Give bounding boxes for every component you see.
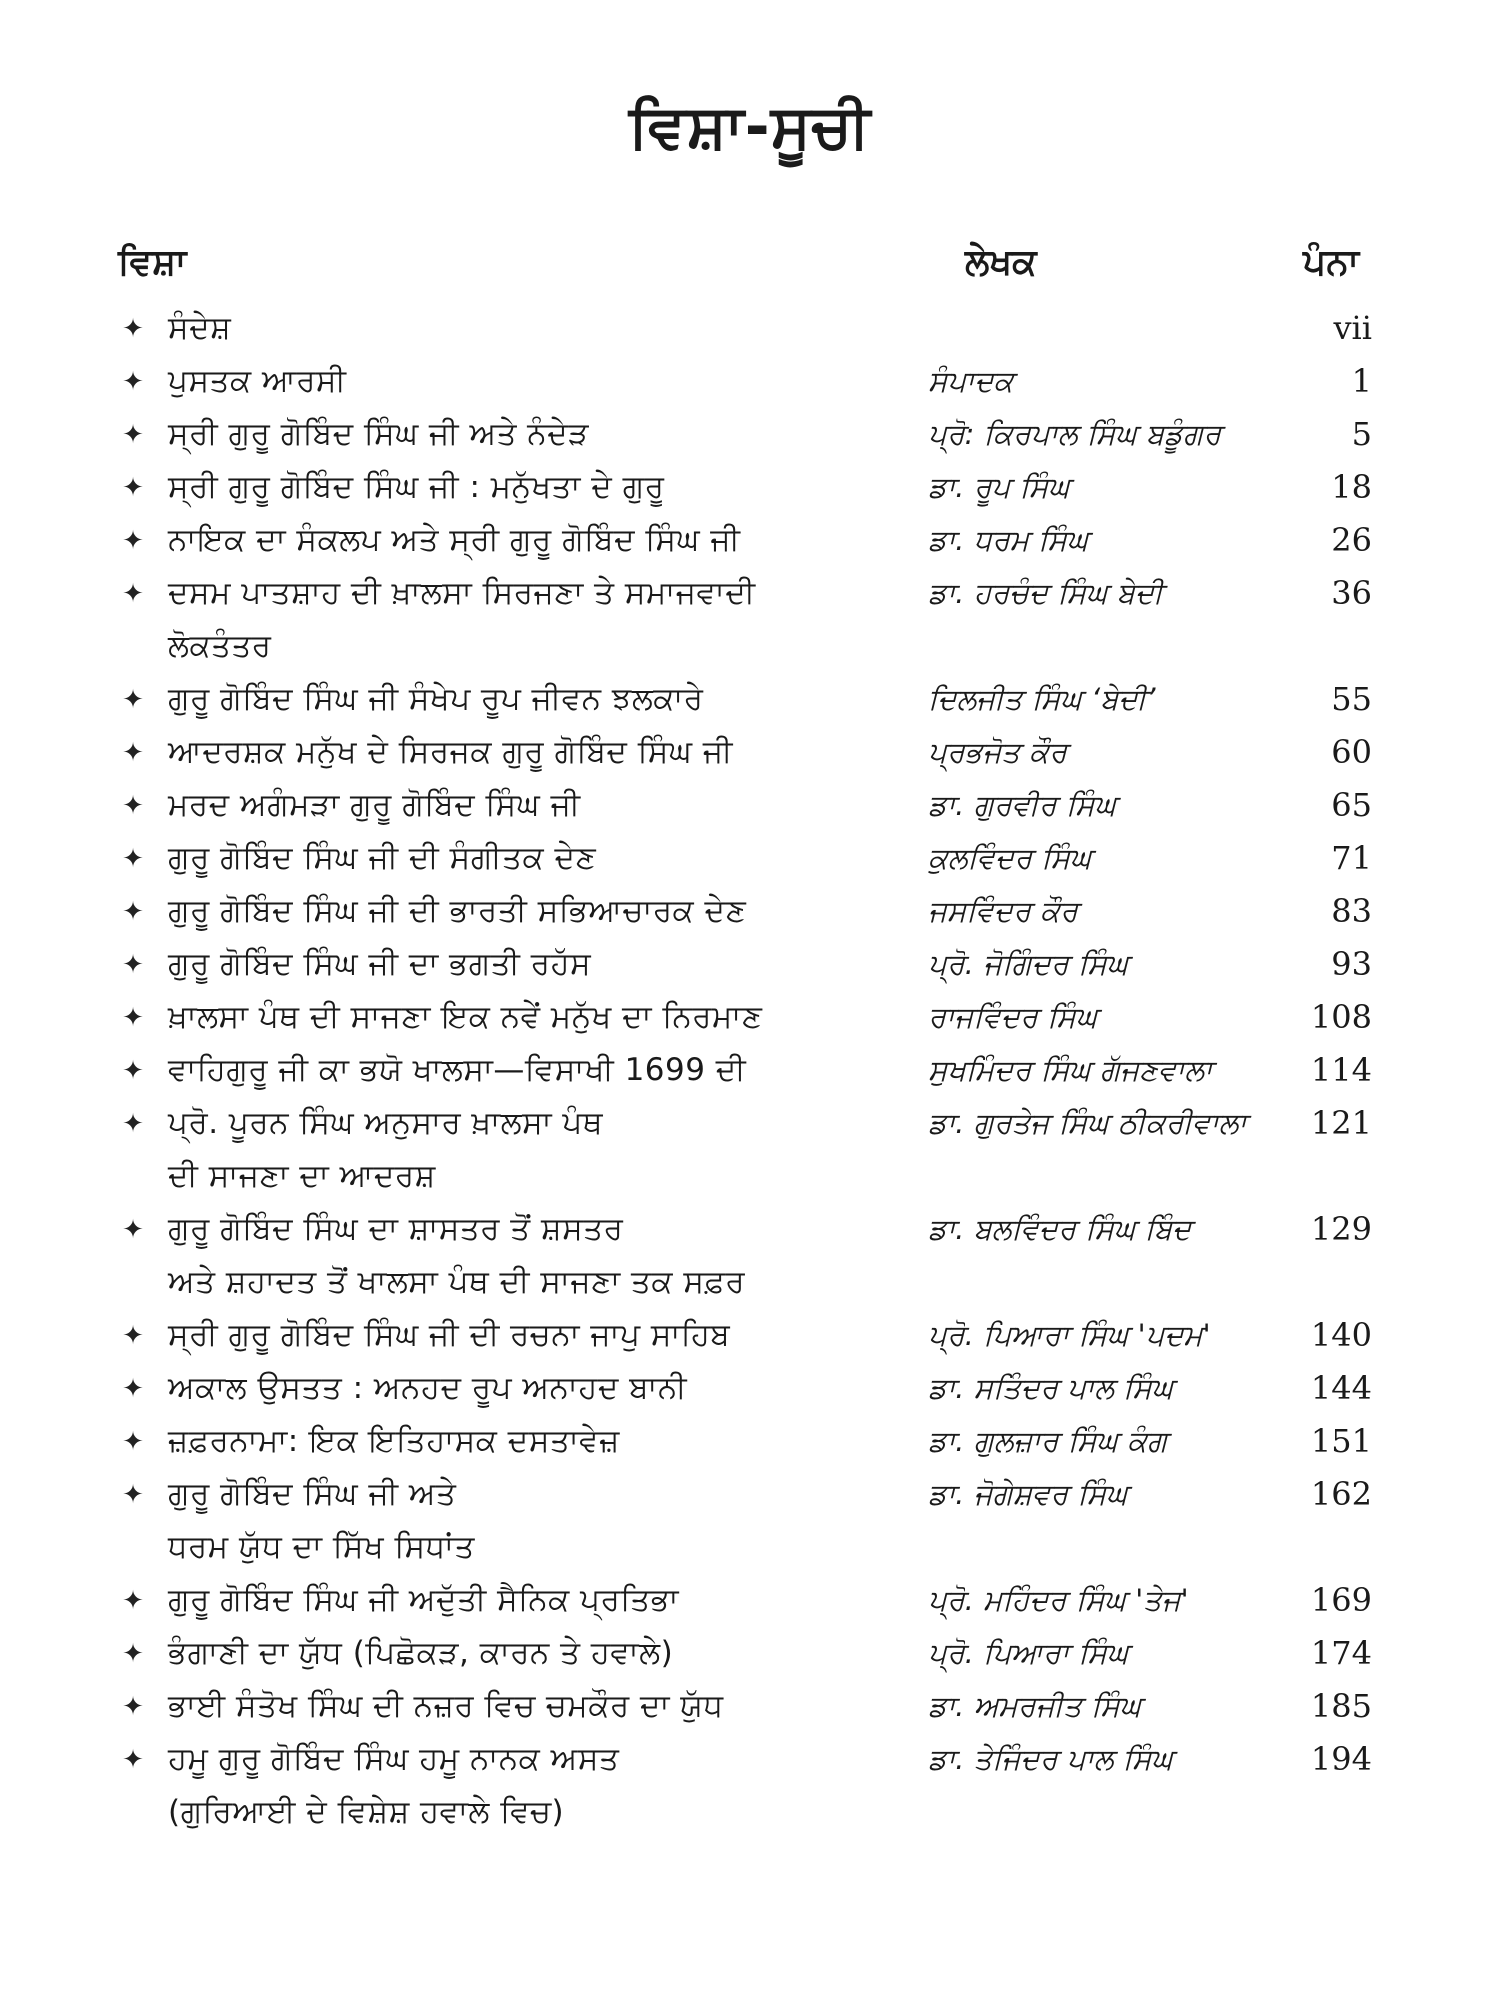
entry-title: ਗੁਰੂ ਗੋਬਿੰਦ ਸਿੰਘ ਜੀ ਦੀ ਸੰਗੀਤਕ ਦੇਣ bbox=[168, 840, 597, 876]
toc-entry bbox=[0, 991, 1500, 1044]
entry-title: ਗੁਰੂ ਗੋਬਿੰਦ ਸਿੰਘ ਜੀ ਅਦੁੱਤੀ ਸੈਨਿਕ ਪ੍ਰਤਿਭਾ bbox=[168, 1582, 680, 1618]
toc-entry bbox=[0, 885, 1500, 938]
entry-page-number: 121 bbox=[1310, 1104, 1372, 1142]
bullet-star-icon: ✦ bbox=[122, 473, 144, 503]
entry-title: ਸ੍ਰੀ ਗੁਰੂ ਗੋਬਿੰਦ ਸਿੰਘ ਜੀ : ਮਨੁੱਖਤਾ ਦੇ ਗੁਰੂ bbox=[168, 469, 665, 505]
entry-title: ਵਾਹਿਗੁਰੂ ਜੀ ਕਾ ਭਯੋ ਖਾਲਸਾ—ਵਿਸਾਖੀ 1699 ਦੀ bbox=[168, 1052, 747, 1088]
entry-page-number: 26 bbox=[1331, 521, 1372, 559]
entry-page-number: 144 bbox=[1310, 1369, 1372, 1407]
entry-title: ਗੁਰੂ ਗੋਬਿੰਦ ਸਿੰਘ ਦਾ ਸ਼ਾਸਤਰ ਤੋਂ ਸ਼ਸਤਰ bbox=[168, 1211, 624, 1247]
toc-entry bbox=[0, 1415, 1500, 1468]
bullet-star-icon: ✦ bbox=[122, 1745, 144, 1775]
bullet-star-icon: ✦ bbox=[122, 1321, 144, 1351]
entry-page-number: 18 bbox=[1331, 468, 1372, 506]
entry-page-number: 151 bbox=[1310, 1422, 1372, 1460]
entry-title: ਸ੍ਰੀ ਗੁਰੂ ਗੋਬਿੰਦ ਸਿੰਘ ਜੀ ਦੀ ਰਚਨਾ ਜਾਪੁ ਸਾਹਿਬ bbox=[168, 1317, 731, 1353]
entry-author: ਡਾ. ਰੂਪ ਸਿੰਘ bbox=[928, 470, 1070, 504]
entry-title: ਜ਼ਫ਼ਰਨਾਮਾ: ਇਕ ਇਤਿਹਾਸਕ ਦਸਤਾਵੇਜ਼ bbox=[168, 1423, 620, 1459]
bullet-star-icon: ✦ bbox=[122, 1427, 144, 1457]
entry-page-number: 174 bbox=[1310, 1634, 1372, 1672]
entry-page-number: 71 bbox=[1331, 839, 1372, 877]
entry-author: ਡਾ. ਹਰਚੰਦ ਸਿੰਘ ਬੇਦੀ bbox=[928, 576, 1163, 610]
entry-title: ਅਕਾਲ ਉਸਤਤ : ਅਨਹਦ ਰੂਪ ਅਨਾਹਦ ਬਾਨੀ bbox=[168, 1370, 688, 1406]
bullet-star-icon: ✦ bbox=[122, 685, 144, 715]
entry-page-number: 185 bbox=[1310, 1687, 1372, 1725]
toc-entry bbox=[0, 1468, 1500, 1574]
entry-author: ਪ੍ਰੋ. ਜੋਗਿੰਦਰ ਸਿੰਘ bbox=[928, 947, 1129, 981]
bullet-star-icon: ✦ bbox=[122, 897, 144, 927]
entry-page-number: 36 bbox=[1331, 574, 1372, 612]
entry-page-number: 65 bbox=[1331, 786, 1372, 824]
toc-entry bbox=[0, 1097, 1500, 1203]
entry-title: ਭੰਗਾਣੀ ਦਾ ਯੁੱਧ (ਪਿਛੋਕੜ, ਕਾਰਨ ਤੇ ਹਵਾਲੇ) bbox=[168, 1635, 674, 1671]
entry-title: ਗੁਰੂ ਗੋਬਿੰਦ ਸਿੰਘ ਜੀ ਦਾ ਭਗਤੀ ਰਹੱਸ bbox=[168, 946, 592, 982]
toc-entry bbox=[0, 673, 1500, 726]
entry-page-number: 55 bbox=[1331, 680, 1372, 718]
entry-title: ਖ਼ਾਲਸਾ ਪੰਥ ਦੀ ਸਾਜਣਾ ਇਕ ਨਵੇਂ ਮਨੁੱਖ ਦਾ ਨਿਰਮਾਣ bbox=[168, 999, 763, 1035]
bullet-star-icon: ✦ bbox=[122, 1109, 144, 1139]
bullet-star-icon: ✦ bbox=[122, 950, 144, 980]
toc-entry bbox=[0, 408, 1500, 461]
toc-entry bbox=[0, 1044, 1500, 1097]
bullet-star-icon: ✦ bbox=[122, 1215, 144, 1245]
toc-entry bbox=[0, 514, 1500, 567]
toc-entry bbox=[0, 355, 1500, 408]
entry-page-number: 140 bbox=[1310, 1316, 1372, 1354]
entry-page-number: 108 bbox=[1310, 998, 1372, 1036]
entry-title: ਸ੍ਰੀ ਗੁਰੂ ਗੋਬਿੰਦ ਸਿੰਘ ਜੀ ਅਤੇ ਨੰਦੇੜ bbox=[168, 416, 589, 452]
entry-author: ਜਸਵਿੰਦਰ ਕੌਰ bbox=[928, 894, 1078, 928]
bullet-star-icon: ✦ bbox=[122, 314, 144, 344]
entry-author: ਪ੍ਰੋ. ਪਿਆਰਾ ਸਿੰਘ bbox=[928, 1636, 1129, 1670]
toc-entry bbox=[0, 567, 1500, 673]
entry-title: ਭਾਈ ਸੰਤੋਖ ਸਿੰਘ ਦੀ ਨਜ਼ਰ ਵਿਚ ਚਮਕੌਰ ਦਾ ਯੁੱਧ bbox=[168, 1688, 724, 1724]
bullet-star-icon: ✦ bbox=[122, 1374, 144, 1404]
entry-title: ਗੁਰੂ ਗੋਬਿੰਦ ਸਿੰਘ ਜੀ ਅਤੇ bbox=[168, 1476, 457, 1512]
entry-author: ਪ੍ਰੋ. ਪਿਆਰਾ ਸਿੰਘ 'ਪਦਮ' bbox=[928, 1318, 1211, 1352]
entry-title: ਹਮੂ ਗੁਰੂ ਗੋਬਿੰਦ ਸਿੰਘ ਹਮੂ ਨਾਨਕ ਅਸਤ bbox=[168, 1741, 620, 1777]
entry-title: ਸੰਦੇਸ਼ bbox=[168, 310, 232, 346]
bullet-star-icon: ✦ bbox=[122, 844, 144, 874]
entry-page-number: 114 bbox=[1310, 1051, 1372, 1089]
entry-page-number: 194 bbox=[1310, 1740, 1372, 1778]
entry-author: ਪ੍ਰੋ. ਮਹਿੰਦਰ ਸਿੰਘ 'ਤੇਜ' bbox=[928, 1583, 1189, 1617]
entry-title: ਗੁਰੂ ਗੋਬਿੰਦ ਸਿੰਘ ਜੀ ਦੀ ਭਾਰਤੀ ਸਭਿਆਚਾਰਕ ਦੇਣ bbox=[168, 893, 747, 929]
bullet-star-icon: ✦ bbox=[122, 791, 144, 821]
entry-title: ਲੋਕਤੰਤਰ bbox=[168, 628, 272, 664]
entry-author: ਦਿਲਜੀਤ ਸਿੰਘ ‘ਬੇਦੀ’ bbox=[928, 682, 1156, 716]
entry-author: ਡਾ. ਬਲਵਿੰਦਰ ਸਿੰਘ ਬਿੰਦ bbox=[928, 1212, 1192, 1246]
toc-entry bbox=[0, 302, 1500, 355]
bullet-star-icon: ✦ bbox=[122, 1056, 144, 1086]
entry-author: ਡਾ. ਜੋਗੇਸ਼ਵਰ ਸਿੰਘ bbox=[928, 1477, 1128, 1511]
entry-title: ਨਾਇਕ ਦਾ ਸੰਕਲਪ ਅਤੇ ਸ੍ਰੀ ਗੁਰੂ ਗੋਬਿੰਦ ਸਿੰਘ ਜੀ bbox=[168, 522, 741, 558]
bullet-star-icon: ✦ bbox=[122, 1639, 144, 1669]
bullet-star-icon: ✦ bbox=[122, 579, 144, 609]
entry-page-number: 169 bbox=[1310, 1581, 1372, 1619]
entry-page-number: 162 bbox=[1310, 1475, 1372, 1513]
entry-author: ਸੁਖਮਿੰਦਰ ਸਿੰਘ ਗੱਜਣਵਾਲਾ bbox=[928, 1053, 1213, 1087]
entry-author: ਕੁਲਵਿੰਦਰ ਸਿੰਘ bbox=[928, 841, 1092, 875]
entry-page-number: 60 bbox=[1331, 733, 1372, 771]
entry-page-number: 5 bbox=[1351, 415, 1372, 453]
toc-entry bbox=[0, 1680, 1500, 1733]
column-headers bbox=[0, 242, 1500, 302]
entry-title: ਪੁਸਤਕ ਆਰਸੀ bbox=[168, 363, 347, 399]
bullet-star-icon: ✦ bbox=[122, 738, 144, 768]
entry-author: ਡਾ. ਗੁਰਤੇਜ ਸਿੰਘ ਠੀਕਰੀਵਾਲਾ bbox=[928, 1106, 1247, 1140]
entry-page-number: 93 bbox=[1331, 945, 1372, 983]
table-of-contents bbox=[0, 302, 1500, 1839]
header-subject: ਵਿਸ਼ਾ bbox=[118, 242, 187, 283]
entry-title: ਧਰਮ ਯੁੱਧ ਦਾ ਸਿੱਖ ਸਿਧਾਂਤ bbox=[168, 1529, 475, 1565]
bullet-star-icon: ✦ bbox=[122, 526, 144, 556]
header-page: ਪੰਨਾ bbox=[1303, 242, 1360, 283]
toc-entry bbox=[0, 779, 1500, 832]
bullet-star-icon: ✦ bbox=[122, 367, 144, 397]
page-title: ਵਿਸ਼ਾ-ਸੂਚੀ bbox=[628, 92, 872, 162]
entry-author: ਰਾਜਵਿੰਦਰ ਸਿੰਘ bbox=[928, 1000, 1098, 1034]
toc-entry bbox=[0, 726, 1500, 779]
entry-page-number: 1 bbox=[1351, 362, 1372, 400]
entry-author: ਪ੍ਰਭਜੋਤ ਕੌਰ bbox=[928, 735, 1067, 769]
entry-page-number: 83 bbox=[1331, 892, 1372, 930]
entry-author: ਡਾ. ਗੁਰਵੀਰ ਸਿੰਘ bbox=[928, 788, 1117, 822]
toc-entry bbox=[0, 1309, 1500, 1362]
entry-title: (ਗੁਰਿਆਈ ਦੇ ਵਿਸ਼ੇਸ਼ ਹਵਾਲੇ ਵਿਚ) bbox=[168, 1794, 565, 1830]
entry-title: ਗੁਰੂ ਗੋਬਿੰਦ ਸਿੰਘ ਜੀ ਸੰਖੇਪ ਰੂਪ ਜੀਵਨ ਝਲਕਾਰੇ bbox=[168, 681, 704, 717]
entry-title: ਪ੍ਰੋ. ਪੂਰਨ ਸਿੰਘ ਅਨੁਸਾਰ ਖ਼ਾਲਸਾ ਪੰਥ bbox=[168, 1105, 604, 1141]
toc-entry bbox=[0, 1733, 1500, 1839]
entry-author: ਡਾ. ਤੇਜਿੰਦਰ ਪਾਲ ਸਿੰਘ bbox=[928, 1742, 1173, 1776]
bullet-star-icon: ✦ bbox=[122, 1586, 144, 1616]
bullet-star-icon: ✦ bbox=[122, 1480, 144, 1510]
entry-page-number: 129 bbox=[1310, 1210, 1372, 1248]
entry-title: ਦਸਮ ਪਾਤਸ਼ਾਹ ਦੀ ਖ਼ਾਲਸਾ ਸਿਰਜਣਾ ਤੇ ਸਮਾਜਵਾਦੀ bbox=[168, 575, 756, 611]
toc-entry bbox=[0, 461, 1500, 514]
bullet-star-icon: ✦ bbox=[122, 1003, 144, 1033]
header-author: ਲੇਖਕ bbox=[965, 242, 1037, 283]
toc-entry bbox=[0, 938, 1500, 991]
entry-title: ਅਤੇ ਸ਼ਹਾਦਤ ਤੋਂ ਖਾਲਸਾ ਪੰਥ ਦੀ ਸਾਜਣਾ ਤਕ ਸਫ਼ਰ bbox=[168, 1264, 746, 1300]
entry-author: ਡਾ. ਧਰਮ ਸਿੰਘ bbox=[928, 523, 1089, 557]
toc-entry bbox=[0, 1203, 1500, 1309]
toc-entry bbox=[0, 832, 1500, 885]
bullet-star-icon: ✦ bbox=[122, 1692, 144, 1722]
toc-entry bbox=[0, 1362, 1500, 1415]
entry-title: ਮਰਦ ਅਗੰਮੜਾ ਗੁਰੂ ਗੋਬਿੰਦ ਸਿੰਘ ਜੀ bbox=[168, 787, 581, 823]
entry-author: ਡਾ. ਗੁਲਜ਼ਾਰ ਸਿੰਘ ਕੰਗ bbox=[928, 1424, 1168, 1458]
entry-author: ਡਾ. ਅਮਰਜੀਤ ਸਿੰਘ bbox=[928, 1689, 1142, 1723]
bullet-star-icon: ✦ bbox=[122, 420, 144, 450]
entry-title: ਦੀ ਸਾਜਣਾ ਦਾ ਆਦਰਸ਼ bbox=[168, 1158, 436, 1194]
toc-entry bbox=[0, 1574, 1500, 1627]
toc-entry bbox=[0, 1627, 1500, 1680]
entry-title: ਆਦਰਸ਼ਕ ਮਨੁੱਖ ਦੇ ਸਿਰਜਕ ਗੁਰੂ ਗੋਬਿੰਦ ਸਿੰਘ ਜੀ bbox=[168, 734, 733, 770]
entry-author: ਸੰਪਾਦਕ bbox=[928, 364, 1014, 398]
entry-page-number: vii bbox=[1333, 309, 1372, 347]
entry-author: ਡਾ. ਸਤਿੰਦਰ ਪਾਲ ਸਿੰਘ bbox=[928, 1371, 1174, 1405]
entry-author: ਪ੍ਰੋ: ਕਿਰਪਾਲ ਸਿੰਘ ਬਡੂੰਗਰ bbox=[928, 417, 1222, 451]
